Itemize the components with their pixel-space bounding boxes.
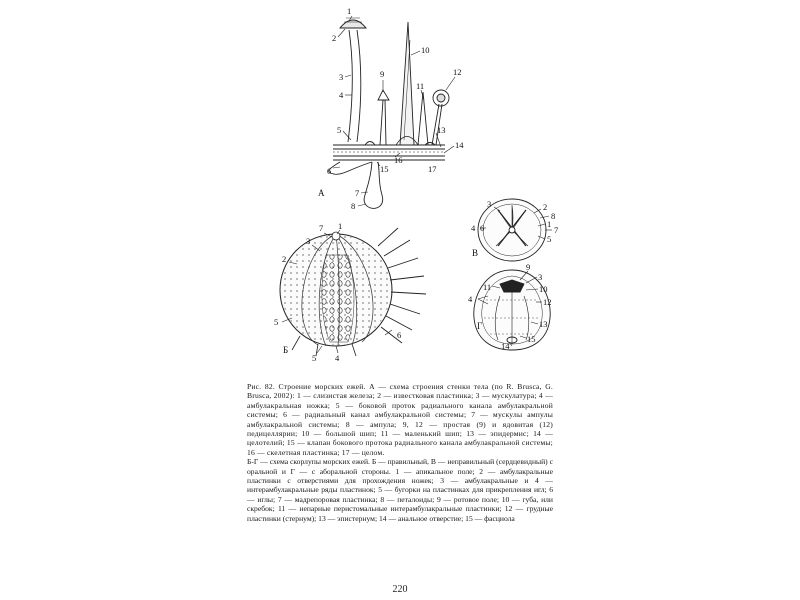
callout-g-3: 3 (538, 272, 543, 282)
callout-b-5-bottom: 5 (312, 353, 317, 363)
callout-a-11: 11 (416, 81, 425, 91)
callout-a-7: 7 (355, 188, 360, 198)
panel-a-body-wall-diagram (329, 18, 449, 208)
callout-v-7: 7 (554, 225, 559, 235)
callout-v-5: 5 (547, 234, 552, 244)
callout-a-15: 15 (380, 164, 389, 174)
figure-caption (247, 382, 553, 523)
callout-v-2: 2 (543, 202, 548, 212)
callout-v-3: 3 (487, 199, 492, 209)
callout-b-2: 2 (282, 254, 287, 264)
callout-b-6: 6 (397, 330, 402, 340)
panel-label-a: А (318, 188, 325, 198)
panel-b-regular-urchin-test (280, 228, 426, 356)
callout-b-4: 4 (335, 353, 340, 363)
callout-g-13: 13 (539, 319, 548, 329)
caption-part-a: Рис. 82. Строение морских ежей. А — схема строения стенки тела (по R. Brusca, G. Brusca, 2002): 1 — слизистая железа; 2 — известковая пластинка; 3 — мускулатура; 4 — амбулакральная ножка; 5 — боковой проток радиального канала амбулакральной системы; 6 — радиальный канал амбулакральной системы; 7 — мускулы ампулы амбулакральной системы; 8 — ампула; 9, 12 — простая (9) и ядовитая (12) педицеллярии; 10 — большой шип; 11 — маленький шип; 13 — эпидермис; 14 — целотелий; 15 — клапан бокового протока радиального канала амбулакральной системы; 16 — скелетная пластинка; 17 — целом. (247, 382, 553, 457)
callout-a-13: 13 (437, 125, 446, 135)
callout-a-9: 9 (380, 69, 385, 79)
callout-b-7: 7 (319, 223, 324, 233)
callout-a-8: 8 (351, 201, 356, 211)
callout-v-1: 1 (547, 219, 552, 229)
callout-a-3: 3 (339, 72, 344, 82)
callout-a-12: 12 (453, 67, 462, 77)
callout-a-14: 14 (455, 140, 464, 150)
panel-label-b: Б (283, 345, 289, 355)
callout-b-3: 3 (306, 236, 311, 246)
panel-label-g: Г (477, 321, 483, 331)
callout-v-4: 4 (471, 223, 476, 233)
callout-a-1: 1 (347, 6, 352, 16)
panel-a-callouts (318, 6, 464, 211)
callout-a-5: 5 (337, 125, 342, 135)
callout-g-9: 9 (526, 262, 531, 272)
callout-g-10: 10 (539, 284, 548, 294)
caption-part-b-g: Б-Г — схема скорлупы морских ежей. Б — правильный, В — неправильный (сердцевидный) с оральной и Г — с аборальной стороны. 1 — апикальное поле; 2 — амбулакральные пластинки с отверстиями для прохождения ножек; 3 — амбулакральные и 4 — интерамбулакральные ряды пластинок; 5 — бугорки на пластинках для прикрепления игл; 6 — иглы; 7 — мадрепоровая пластинка; 8 — петалоиды; 9 — ротовое поле; 10 — губа, или скребок; 11 — непарные перистомальные интерамбулакральные пластинки; 12 — грудные пластинки (стернум); 13 — эпистернум; 14 — анальное отверстие; 15 — фасциола (247, 457, 553, 523)
callout-g-14: 14 (501, 341, 510, 351)
callout-a-4: 4 (339, 90, 344, 100)
callout-v-6: 6 (480, 223, 485, 233)
callout-b-1: 1 (338, 221, 343, 231)
callout-v-8: 8 (551, 211, 556, 221)
callout-a-16: 16 (394, 155, 403, 165)
callout-g-4: 4 (468, 294, 473, 304)
callout-g-11: 11 (483, 282, 492, 292)
callout-a-10: 10 (421, 45, 430, 55)
callout-g-12: 12 (543, 297, 552, 307)
panel-label-v: В (472, 248, 479, 258)
callout-g-15: 15 (527, 334, 536, 344)
callout-a-6: 6 (327, 166, 332, 176)
page-number: 220 (392, 584, 408, 595)
callout-a-2: 2 (332, 33, 337, 43)
callout-b-5-left: 5 (274, 317, 279, 327)
callout-a-17: 17 (428, 164, 437, 174)
